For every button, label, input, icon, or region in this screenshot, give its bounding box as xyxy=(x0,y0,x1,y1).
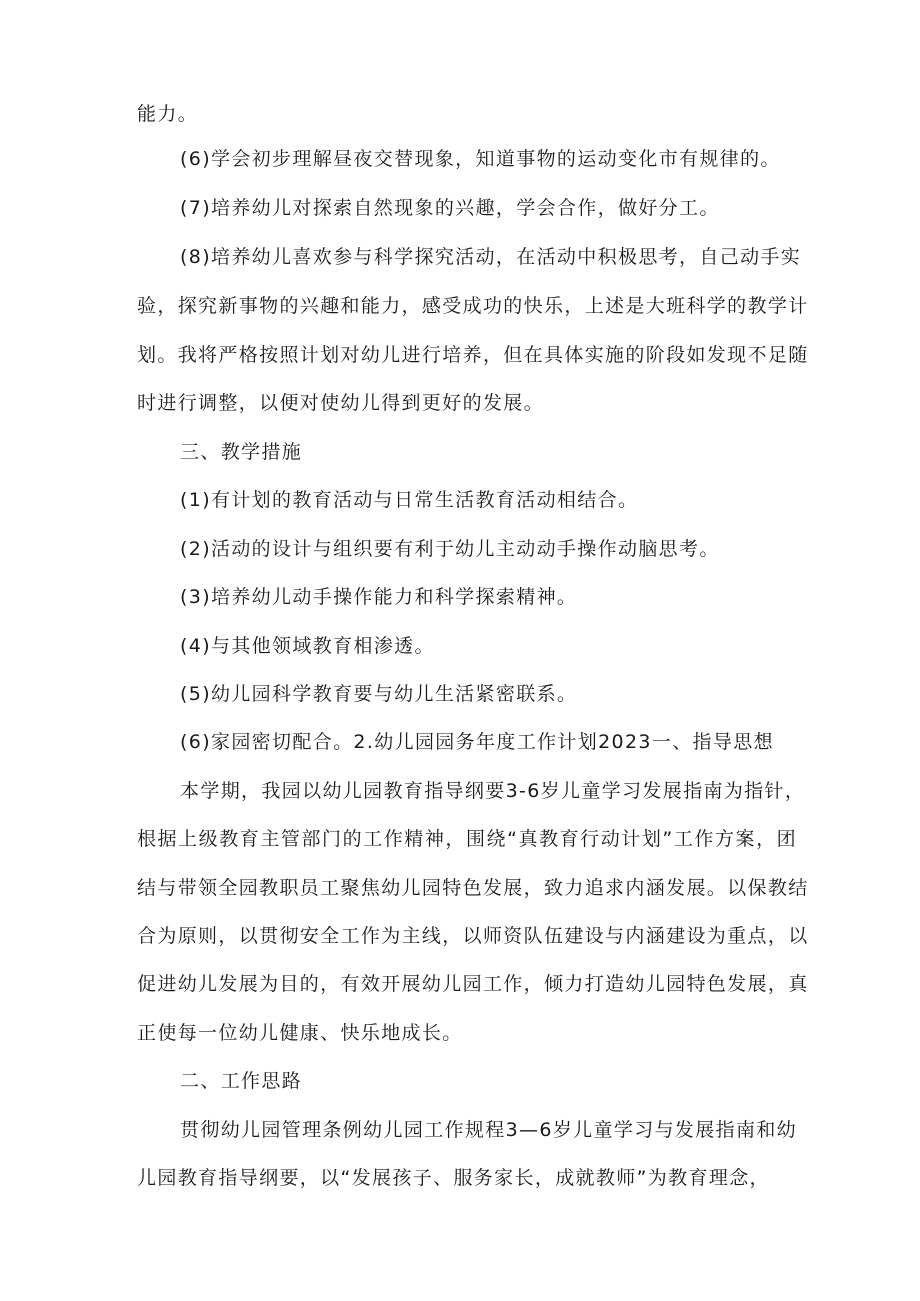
text-line: 贯彻幼儿园管理条例幼儿园工作规程3—6岁儿童学习与发展指南和幼 xyxy=(180,1119,798,1141)
list-item: (6)学会初步理解昼夜交替现象，知道事物的运动变化市有规律的。 xyxy=(180,148,781,170)
text-line: 儿园教育指导纲要，以“发展孩子、服务家长，成就教师”为教育理念， xyxy=(137,1167,770,1189)
section-heading: 二、工作思路 xyxy=(180,1070,303,1092)
text-line: 能力。 xyxy=(137,103,199,125)
section-heading: 三、教学措施 xyxy=(180,441,303,463)
text-line: 本学期，我园以幼儿园教育指导纲要3-6岁儿童学习发展指南为指针， xyxy=(180,780,806,802)
text-line: 根据上级教育主管部门的工作精神，围绕“真教育行动计划”工作方案，团 xyxy=(137,828,797,850)
list-item: (2)活动的设计与组织要有利于幼儿主动动手操作动脑思考。 xyxy=(180,538,720,560)
text-line: 划。我将严格按照计划对幼儿进行培养，但在具体实施的阶段如发现不足随 xyxy=(137,344,809,366)
list-item: (6)家园密切配合。2.幼儿园园务年度工作计划2023一、指导思想 xyxy=(180,731,774,753)
text-line: 时进行调整，以便对使幼儿得到更好的发展。 xyxy=(137,392,545,414)
list-item: (8)培养幼儿喜欢参与科学探究活动，在活动中积极思考，自己动手实 xyxy=(180,246,802,268)
list-item: (3)培养幼儿动手操作能力和科学探索精神。 xyxy=(180,586,578,608)
list-item: (1)有计划的教育活动与日常生活教育活动相结合。 xyxy=(180,489,639,511)
text-line: 结与带领全园教职员工聚焦幼儿园特色发展，致力追求内涵发展。以保教结 xyxy=(137,877,809,899)
text-line: 验，探究新事物的兴趣和能力，感受成功的快乐，上述是大班科学的教学计 xyxy=(137,295,809,317)
text-line: 合为原则，以贯彻安全工作为主线，以师资队伍建设与内涵建设为重点，以 xyxy=(137,925,809,947)
list-item: (5)幼儿园科学教育要与幼儿生活紧密联系。 xyxy=(180,683,578,705)
list-item: (4)与其他领域教育相渗透。 xyxy=(180,635,435,657)
text-line: 促进幼儿发展为目的，有效开展幼儿园工作，倾力打造幼儿园特色发展，真 xyxy=(137,973,809,995)
list-item: (7)培养幼儿对探索自然现象的兴趣，学会合作，做好分工。 xyxy=(180,197,720,219)
text-line: 正使每一位幼儿健康、快乐地成长。 xyxy=(137,1022,463,1044)
